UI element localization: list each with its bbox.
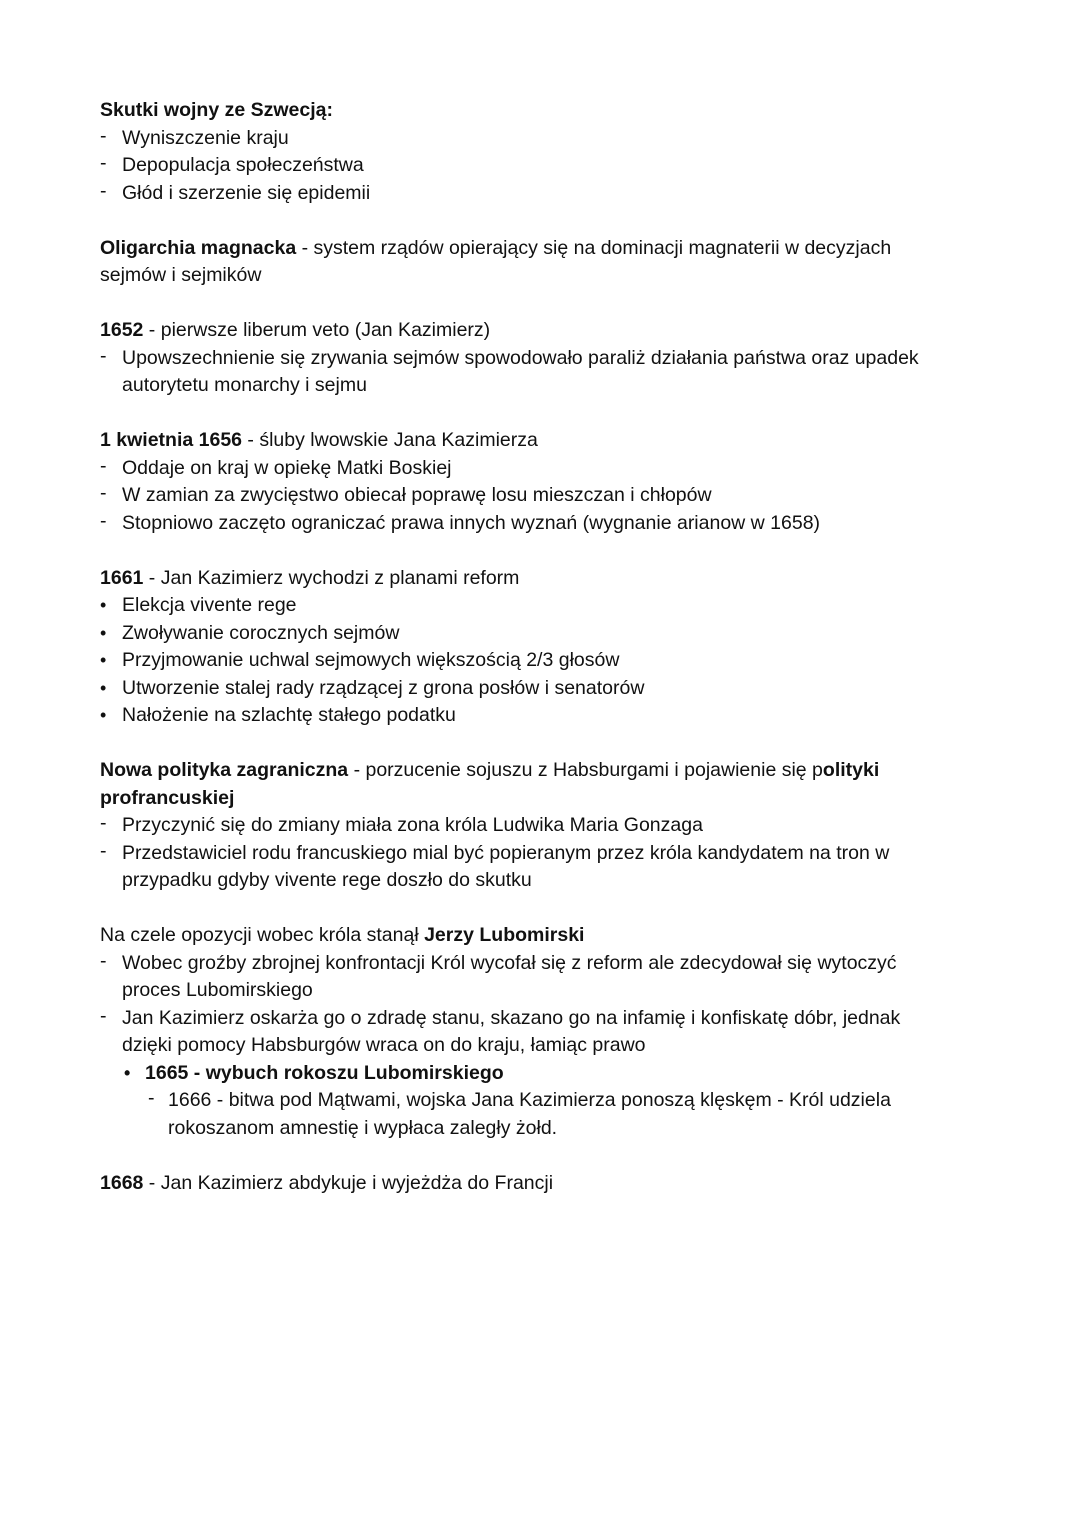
list-item-text: [122, 152, 948, 180]
list-item-text: [122, 812, 948, 840]
note-paragraph: [100, 757, 948, 812]
note-group: [100, 97, 948, 207]
list-item-text: [122, 950, 948, 1005]
list-item-text: [122, 592, 948, 620]
note-list-item: [100, 152, 948, 180]
text-run: Stopniowo zaczęto ograniczać prawa innych wyznań (wygnanie arianow w 1658): [122, 511, 821, 534]
list-item-text: [122, 345, 948, 400]
note-list-item: [100, 125, 948, 153]
dash-bullet-marker: -: [100, 812, 107, 834]
text-run: Wobec groźby zbrojnej konfrontacji Król wycofał się z reform ale zdecydował się wytoczyć proces Lubomirskiego: [122, 951, 902, 1001]
text-run: - porzucenie sojuszu z Habsburgami i pojawienie się p: [348, 759, 823, 781]
dash-bullet-marker: -: [100, 482, 107, 504]
text-run: Nowa polityka zagraniczna: [100, 759, 349, 781]
note-group: [100, 922, 948, 1142]
note-list-item: [100, 455, 948, 483]
note-list-item: [124, 1060, 948, 1088]
text-run: - śluby lwowskie Jana Kazimierza: [242, 429, 538, 451]
text-run: - Jan Kazimierz wychodzi z planami reform: [143, 566, 520, 589]
note-paragraph: [100, 565, 948, 593]
text-run: 1661: [100, 566, 144, 589]
text-run: Przyjmowanie uchwal sejmowych większością 2/3 głosów: [122, 649, 620, 671]
note-list-item: [100, 592, 948, 620]
note-group: [100, 317, 948, 400]
text-run: 1668: [100, 1171, 144, 1194]
dot-bullet-marker: •: [124, 1062, 131, 1083]
note-list-item: [100, 647, 948, 675]
list-item-text: [122, 840, 948, 895]
text-run: 1652: [100, 319, 144, 341]
text-run: - system rządów opierający się na dominacji magnaterii w decyzjach sejmów i sejmików: [100, 236, 897, 286]
list-item-text: [122, 510, 948, 538]
note-paragraph: [100, 97, 948, 125]
text-run: Depopulacja społeczeństwa: [122, 154, 364, 176]
dot-bullet-marker: •: [100, 622, 107, 643]
list-item-text: [122, 455, 948, 483]
dash-bullet-marker: -: [100, 152, 107, 174]
text-run: Nałożenie na szlachtę stałego podatku: [122, 704, 456, 726]
dash-bullet-marker: -: [100, 1004, 107, 1027]
list-item-text: [122, 125, 948, 153]
dash-bullet-marker: -: [100, 124, 107, 147]
text-run: Elekcja vivente rege: [122, 594, 297, 616]
text-run: Oligarchia magnacka: [100, 236, 297, 259]
note-list-item: [100, 840, 948, 895]
text-run: - pierwsze liberum veto (Jan Kazimierz): [143, 319, 491, 341]
note-list-item: [100, 950, 948, 1005]
list-item-text: [168, 1087, 948, 1142]
note-group: [100, 235, 948, 290]
dash-bullet-marker: -: [100, 949, 107, 972]
note-list-item: [100, 1005, 948, 1060]
text-run: olityki profrancuskiej: [100, 759, 885, 809]
note-group: [100, 427, 948, 537]
list-item-text: [122, 1005, 948, 1060]
note-paragraph: [100, 1170, 948, 1198]
note-list-item: [148, 1087, 948, 1142]
text-run: 1665 - wybuch rokoszu Lubomirskiego: [145, 1061, 504, 1084]
text-run: W zamian za zwycięstwo obiecał poprawę losu mieszczan i chłopów: [122, 484, 712, 506]
dash-bullet-marker: -: [100, 509, 107, 532]
list-item-text: [122, 675, 948, 703]
text-run: Wyniszczenie kraju: [122, 126, 289, 149]
text-run: Oddaje on kraj w opiekę Matki Boskiej: [122, 456, 452, 479]
dash-bullet-marker: -: [100, 344, 107, 367]
list-item-text: [145, 1060, 948, 1088]
note-group: [100, 757, 948, 895]
text-run: Jan Kazimierz oskarża go o zdradę stanu, skazano go na infamię i konfiskatę dóbr, jednak dzięki pomocy Habsburgów wraca on do kraju, łamiąc prawo: [122, 1006, 906, 1056]
note-list-item: [100, 812, 948, 840]
list-item-text: [122, 482, 948, 510]
text-run: Głód i szerzenie się epidemii: [122, 181, 371, 204]
note-paragraph: [100, 235, 948, 290]
list-item-text: [122, 180, 948, 208]
text-run: Utworzenie stalej rady rządzącej z grona posłów i senatorów: [122, 676, 645, 699]
text-run: - Jan Kazimierz abdykuje i wyjeżdża do Francji: [143, 1171, 554, 1194]
note-list-item: [100, 180, 948, 208]
note-list-item: [100, 510, 948, 538]
list-item-text: [122, 620, 948, 648]
note-list-item: [100, 675, 948, 703]
note-group: [100, 1170, 948, 1198]
list-item-text: [122, 647, 948, 675]
list-item-text: [122, 702, 948, 730]
note-paragraph: [100, 427, 948, 455]
text-run: 1 kwietnia 1656: [100, 429, 243, 451]
note-list-item: [100, 482, 948, 510]
dash-bullet-marker: -: [148, 1087, 155, 1109]
text-run: Przyczynić się do zmiany miała zona króla Ludwika Maria Gonzaga: [122, 814, 703, 836]
text-run: Na czele opozycji wobec króla stanął: [100, 924, 425, 946]
text-run: Jerzy Lubomirski: [424, 924, 585, 946]
dot-bullet-marker: •: [100, 677, 107, 698]
dash-bullet-marker: -: [100, 839, 107, 862]
text-run: Skutki wojny ze Szwecją:: [100, 99, 333, 121]
text-run: Zwoływanie corocznych sejmów: [122, 621, 400, 644]
note-group: [100, 565, 948, 730]
text-run: 1666 - bitwa pod Mątwami, wojska Jana Kazimierza ponoszą klęskęm - Król udziela rokoszanom amnestię i wypłaca zaległy żołd.: [168, 1089, 897, 1139]
dash-bullet-marker: -: [100, 179, 107, 202]
note-list-item: [100, 345, 948, 400]
dot-bullet-marker: •: [100, 650, 107, 670]
note-list-item: [100, 620, 948, 648]
dash-bullet-marker: -: [100, 454, 107, 477]
note-paragraph: [100, 922, 948, 950]
note-list-item: [100, 702, 948, 730]
dot-bullet-marker: •: [100, 595, 107, 615]
note-paragraph: [100, 317, 948, 345]
dot-bullet-marker: •: [100, 705, 107, 725]
text-run: Upowszechnienie się zrywania sejmów spowodowało paraliż działania państwa oraz upadek autorytetu monarchy i sejmu: [122, 346, 925, 396]
text-run: Przedstawiciel rodu francuskiego mial być popieranym przez króla kandydatem na tron w przypadku gdyby vivente rege doszło do skutku: [122, 841, 895, 891]
